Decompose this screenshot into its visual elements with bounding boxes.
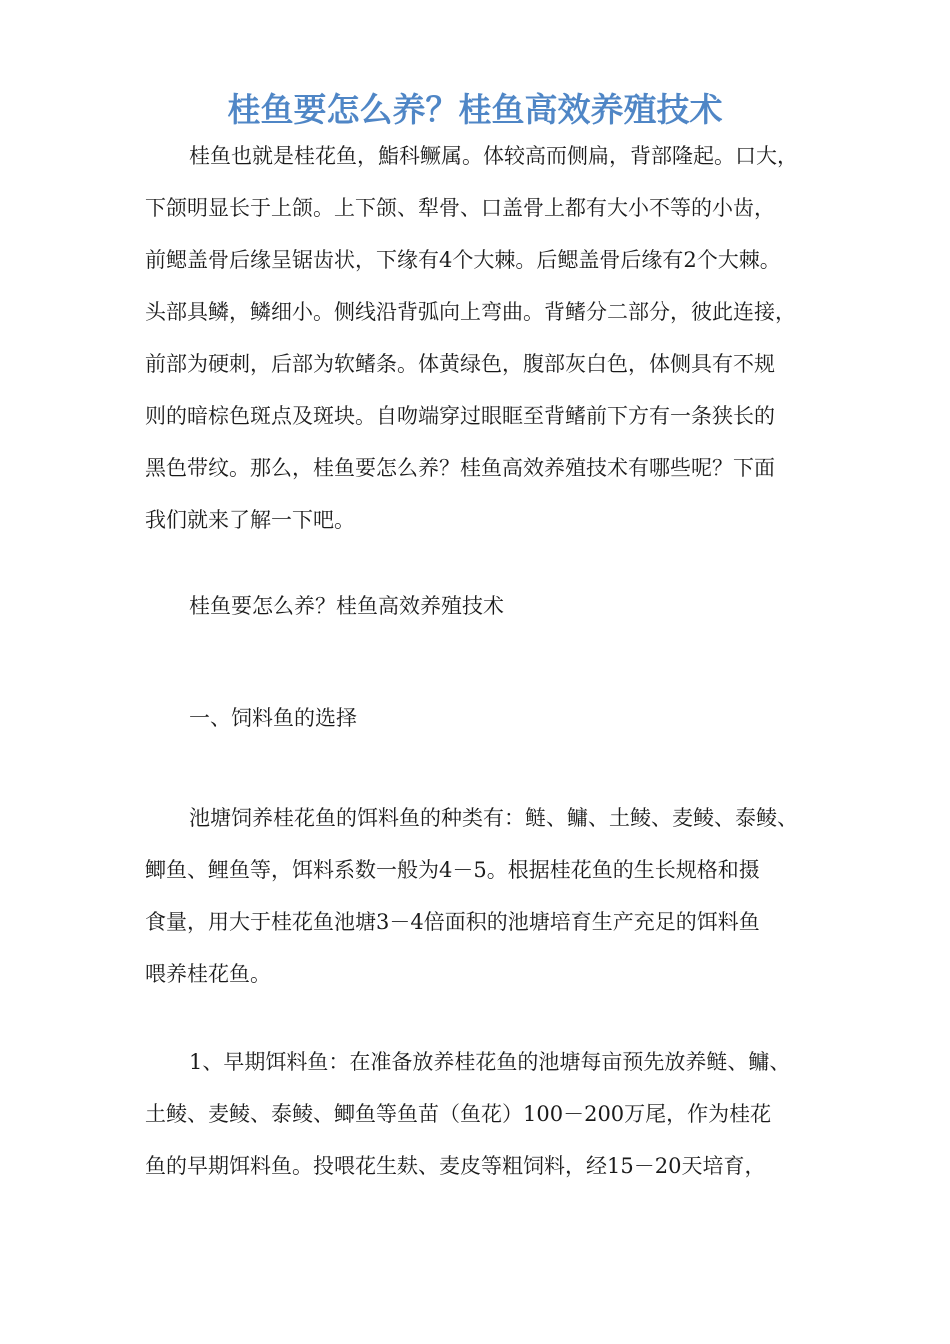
feed-fish-line: 池塘饲养桂花鱼的饵料鱼的种类有：鲢、鳙、土鲮、麦鲮、泰鲮、: [189, 806, 798, 830]
subtitle: 桂鱼要怎么养？桂鱼高效养殖技术: [189, 594, 504, 618]
intro-line: 头部具鳞，鳞细小。侧线沿背弧向上弯曲。背鳍分二部分，彼此连接，: [145, 300, 796, 324]
intro-line: 则的暗棕色斑点及斑块。自吻端穿过眼眶至背鳍前下方有一条狭长的: [145, 404, 775, 428]
section-heading: 一、饲料鱼的选择: [189, 706, 357, 730]
early-feed-fish-line: 鱼的早期饵料鱼。投喂花生麸、麦皮等粗饲料，经15－20天培育，: [145, 1154, 766, 1178]
early-feed-fish-line: 土鲮、麦鲮、泰鲮、鲫鱼等鱼苗（鱼花）100－200万尾，作为桂花: [145, 1102, 772, 1126]
intro-line: 桂鱼也就是桂花鱼，鮨科鳜属。体较高而侧扁，背部隆起。口大，: [189, 144, 798, 168]
intro-paragraph: [145, 130, 825, 546]
intro-line: 黑色带纹。那么，桂鱼要怎么养？桂鱼高效养殖技术有哪些呢？下面: [145, 456, 775, 480]
section-heading-paragraph: [145, 692, 825, 744]
feed-fish-line: 鲫鱼、鲤鱼等，饵料系数一般为4－5。根据桂花鱼的生长规格和摄: [145, 858, 760, 882]
subtitle-paragraph: [145, 580, 825, 632]
early-feed-fish-paragraph: [145, 1036, 825, 1192]
intro-line: 我们就来了解一下吧。: [145, 508, 355, 532]
feed-fish-line: 食量，用大于桂花鱼池塘3－4倍面积的池塘培育生产充足的饵料鱼: [145, 910, 760, 934]
intro-line: 下颌明显长于上颌。上下颌、犁骨、口盖骨上都有大小不等的小齿，: [145, 196, 775, 220]
feed-fish-paragraph: [145, 792, 825, 1000]
early-feed-fish-line: 1、早期饵料鱼：在准备放养桂花鱼的池塘每亩预先放养鲢、鳙、: [189, 1050, 791, 1074]
intro-line: 前部为硬刺，后部为软鳍条。体黄绿色，腹部灰白色，体侧具有不规: [145, 352, 775, 376]
intro-line: 前鳃盖骨后缘呈锯齿状，下缘有4个大棘。后鳃盖骨后缘有2个大棘。: [145, 248, 781, 272]
document-title: 桂鱼要怎么养？桂鱼高效养殖技术: [227, 90, 723, 129]
feed-fish-line: 喂养桂花鱼。: [145, 962, 271, 986]
